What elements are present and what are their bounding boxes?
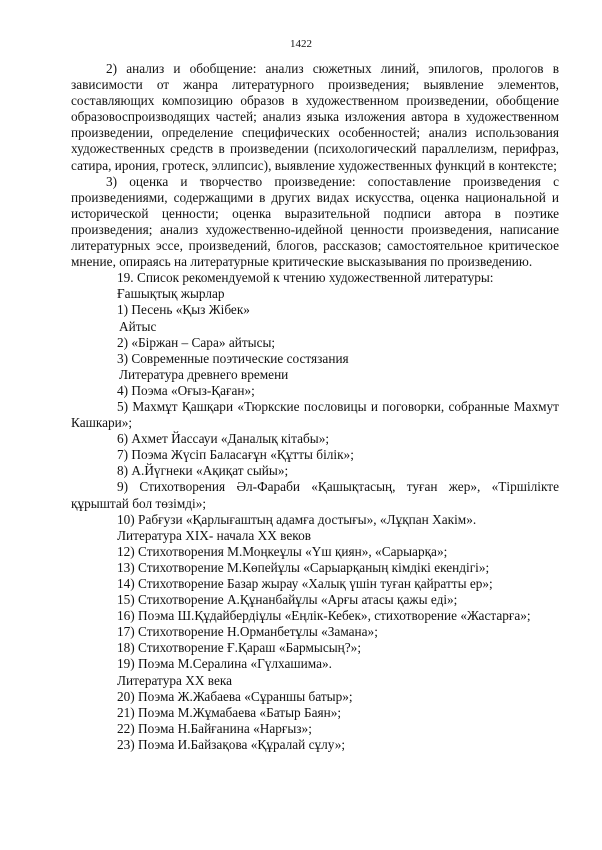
- list-item: 18) Стихотворение Ғ.Қараш «Бармысың?»;: [117, 640, 362, 656]
- list-item: 13) Стихотворение М.Көпейұлы «Сарыарқаның кімдікі екендігі»;: [117, 559, 490, 575]
- list-item: 14) Стихотворение Базар жырау «Халық үшін туған қайратты ер»;: [117, 576, 493, 591]
- list-item: 6) Ахмет Йассауи «Даналық кітабы»;: [117, 431, 330, 447]
- list-title: 19. Список рекомендуемой к чтению художественной литературы:: [117, 270, 494, 286]
- page-number: 1422: [290, 38, 312, 50]
- list-item: 17) Стихотворение Н.Орманбетұлы «Замана»;: [117, 624, 378, 640]
- list-item: 3) Современные поэтические состязания: [117, 350, 349, 366]
- list-item: 20) Поэма Ж.Жабаева «Сұраншы батыр»;: [117, 688, 353, 704]
- list-item: 10) Рабғузи «Қарлығаштың адамға достығы», «Лұқпан Хакім».: [117, 511, 477, 527]
- list-item: 16) Поэма Ш.Құдайбердіұлы «Еңлік-Кебек», стихотворение «Жастарға»;: [117, 608, 531, 624]
- body-text: [71, 61, 559, 753]
- list-item: 19) Поэма М.Сералина «Гүлхашима».: [117, 656, 332, 672]
- list-item: 5) Махмұт Қашқари «Тюркские пословицы и поговорки, собранные Махмут Кашкари»;: [71, 398, 559, 431]
- section-heading: Литература XX века: [117, 672, 233, 688]
- section-heading: Ғашықтық жырлар: [117, 286, 225, 302]
- list-item: 9) Стихотворения Әл-Фараби «Қашықтасың, туған жер», «Тіршілікте құрыштай бол төзімді»;: [71, 479, 559, 511]
- section-heading: Литература древнего времени: [119, 366, 289, 382]
- list-item: 1) Песень «Қыз Жібек»: [117, 302, 250, 318]
- list-item: 21) Поэма М.Жұмабаева «Батыр Баян»;: [117, 704, 342, 720]
- list-item: 15) Стихотворение А.Құнанбайұлы «Арғы атасы қажы еді»;: [117, 592, 458, 608]
- list-item: 4) Поэма «Оғыз-Қаған»;: [117, 382, 255, 398]
- paragraph-evaluation: 3) оценка и творчество произведение: сопоставление произведения с произведениями, содержащими в других видах искусства, оценка национальной и исторической ценности; оценка выразительной подписи автора в поэтике произведения; анализ художественно-идейной ценности произведения, написание литературных эссе, произведений, блогов, рассказов; самостоятельное критическое мнение, опираясь на литературные критические высказывания по произведению.: [71, 173, 559, 270]
- section-heading: Айтыс: [119, 318, 157, 334]
- list-item: 8) А.Йүгнеки «Ақиқат сыйы»;: [117, 463, 289, 479]
- list-item: 12) Стихотворения М.Моңкеұлы «Үш қиян», «Сарыарқа»;: [117, 543, 448, 559]
- list-item: 23) Поэма И.Байзақова «Құралай сұлу»;: [117, 736, 346, 752]
- paragraph-analysis: 2) анализ и обобщение: анализ сюжетных линий, эпилогов, прологов в зависимости от жанра литературного произведения; выявление элементов, составляющих композицию образов в художественном произведении, обобщение образовоспроизводящих частей; анализ языка изложения автора в художественном произведении, определение специфических особенностей; анализ использования художественных средств в произведении (психологический параллелизм, перифраз, сатира, ирония, гротеск, эллипсис), выявление художественных функций в контексте;: [71, 61, 559, 173]
- list-item: 2) «Біржан – Сара» айтысы;: [117, 334, 276, 350]
- list-item: 7) Поэма Жүсіп Баласағұн «Құтты білік»;: [117, 447, 354, 463]
- section-heading: Литература XIX- начала XX веков: [117, 527, 311, 543]
- list-item: 22) Поэма Н.Байғанина «Нарғыз»;: [117, 720, 312, 736]
